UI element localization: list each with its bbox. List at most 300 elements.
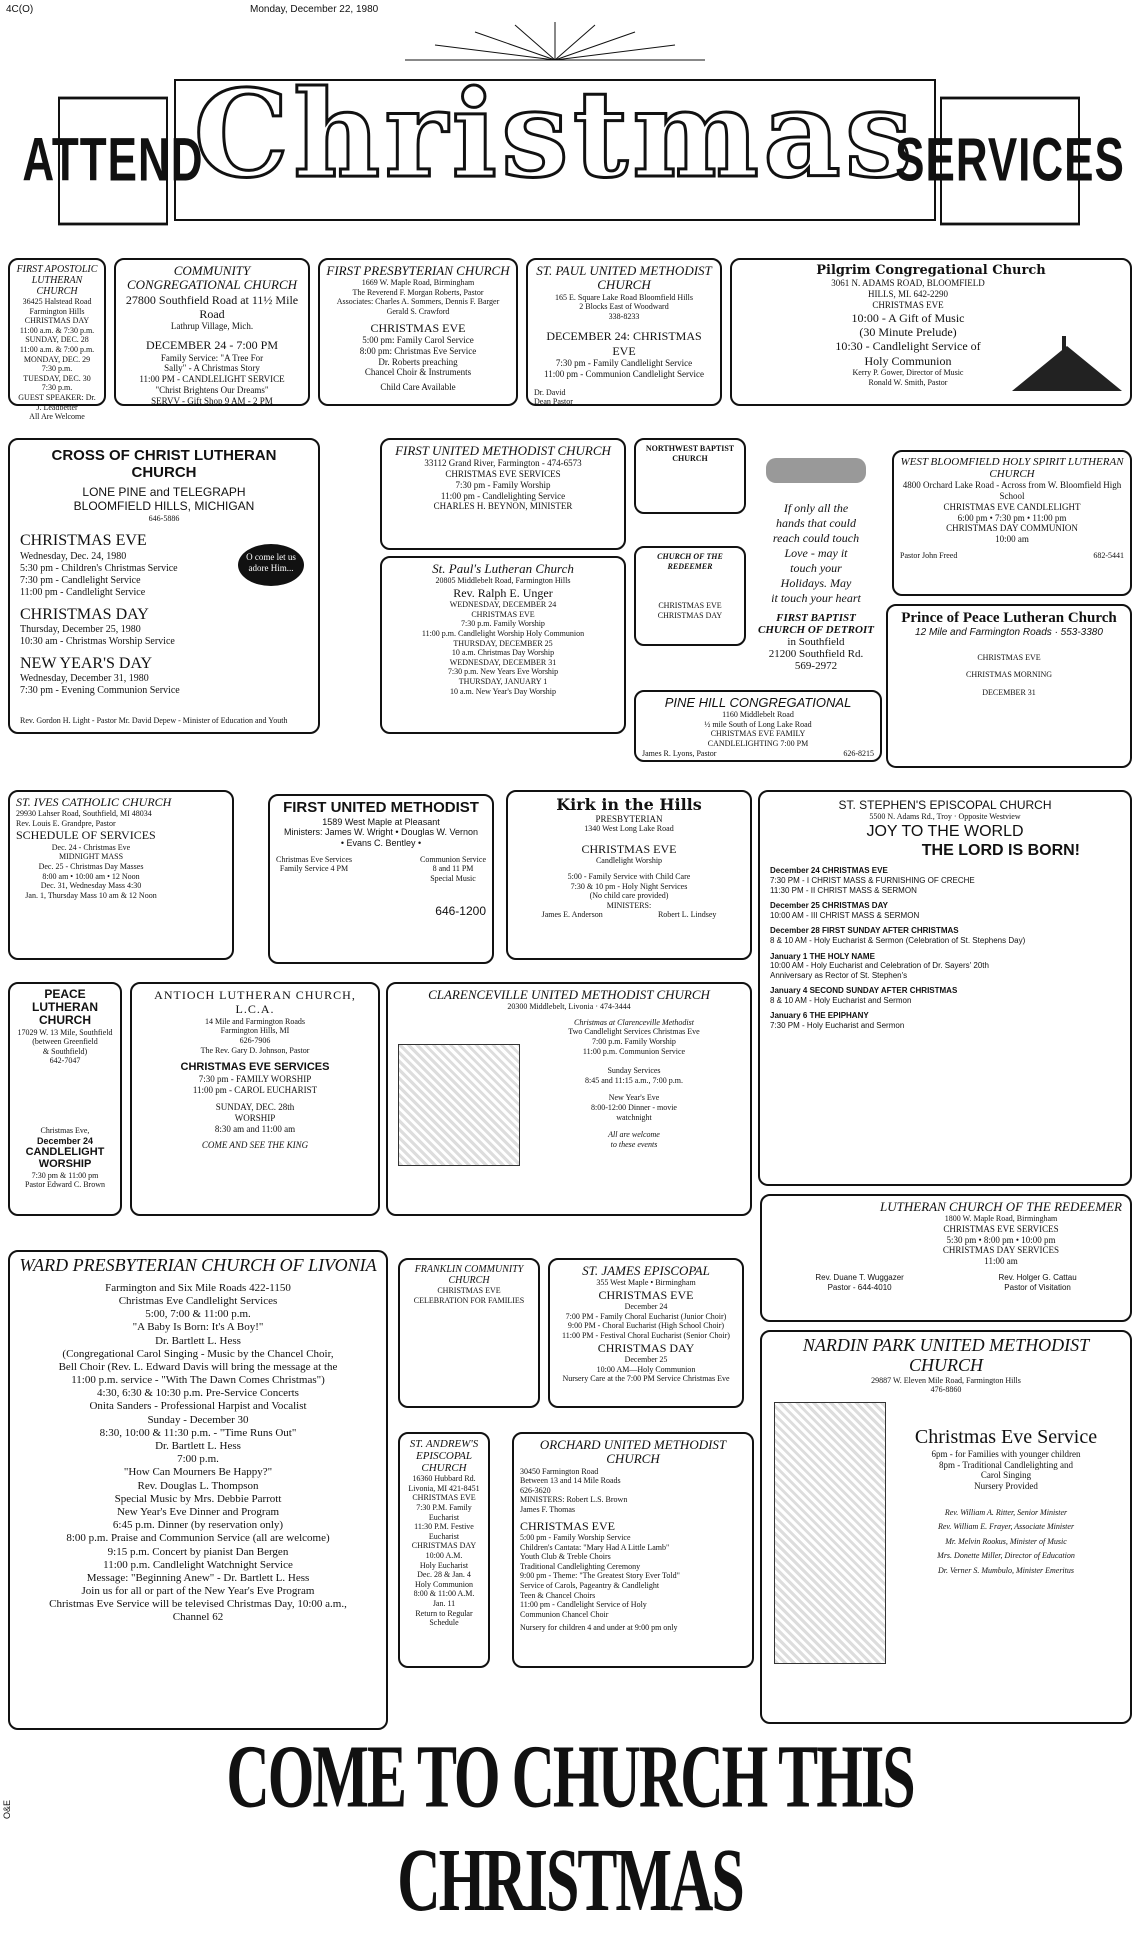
- text-line: CHRISTMAS EVE SERVICES: [943, 1223, 1059, 1234]
- text-line: 11:00 pm - CAROL EUCHARIST: [192, 1085, 318, 1096]
- ad-title: LUTHERAN CHURCH OF THE REDEEMER: [880, 1199, 1122, 1214]
- text-line: Family Service 4 PM: [279, 864, 349, 874]
- ad-orchard-united: [512, 1432, 754, 1668]
- ad-title: ANTIOCH LUTHERAN CHURCH, L.C.A.: [154, 988, 356, 1017]
- text-line: Return to Regular: [415, 1608, 473, 1618]
- ad-lines: [16, 843, 166, 901]
- ad-lines: [122, 353, 302, 407]
- ad-lines: [16, 1282, 380, 1625]
- text-line: 626-7906: [239, 1035, 271, 1045]
- text-line: Special Music: [430, 874, 476, 884]
- ad-address: LONE PINE and TELEGRAPH: [82, 485, 246, 499]
- text-line: in Southfield: [787, 636, 845, 648]
- text-line: CHRISTMAS DAY: [411, 1541, 477, 1551]
- text-line: 626-3620: [520, 1485, 551, 1495]
- text-line: Wednesday, December 31, 1980: [20, 672, 149, 684]
- text-line: Communion Service: [420, 854, 486, 864]
- ad-title: ST. JAMES EPISCOPAL: [582, 1263, 710, 1278]
- text-line: WEDNESDAY, DECEMBER 24: [449, 600, 557, 610]
- text-line: MONDAY, DEC. 29: [23, 354, 91, 364]
- text-line: 7:30 pm - Candlelight Service: [20, 574, 141, 586]
- ad-st-stephens: [758, 790, 1132, 1186]
- banner-christmas-title: Christmas: [193, 64, 917, 205]
- ad-city: Lathrup Village, Mich.: [170, 321, 254, 332]
- text-line: 11:00 p.m. Candlelight Worship Holy Communion: [421, 629, 585, 639]
- text-line: Schedule: [429, 1618, 459, 1628]
- text-line: Sally" - A Christmas Story: [164, 363, 260, 374]
- text-line: Traditional Candlelighting Ceremony: [520, 1561, 641, 1571]
- ad-phone: 476-8860: [930, 1385, 962, 1395]
- text-line: 10:30 am - Christmas Worship Service: [20, 635, 175, 647]
- ad-staff: [798, 368, 1018, 387]
- text-line: 338-8233: [608, 311, 640, 321]
- ad-kirk-in-the-hills: [506, 790, 752, 960]
- ad-st-pauls-lutheran: [380, 556, 626, 734]
- ad-lines: [524, 1027, 744, 1056]
- ad-lines: [16, 1028, 114, 1066]
- ad-pastor: Dr. David Dean Pastor: [534, 387, 573, 407]
- text-line: 8:30, 10:00 & 11:30 p.m. - "Time Runs Out": [99, 1426, 297, 1439]
- ad-address: 20805 Middlebelt Road, Farmington Hills: [435, 576, 571, 586]
- ad-phone: 646-5886: [148, 513, 180, 523]
- text-line: 16360 Hubbard Rd.: [412, 1474, 476, 1484]
- ad-title: ST. PAUL UNITED METHODIST CHURCH: [536, 263, 712, 293]
- text-line: CANDLELIGHTING 7:00 PM: [707, 739, 809, 749]
- ad-title: FIRST BAPTIST CHURCH OF DETROIT: [758, 612, 874, 636]
- ad-st-james: [548, 1258, 744, 1408]
- text-line: 10:00 - A Gift of Music: [851, 310, 965, 325]
- ad-st-ives: [8, 790, 234, 960]
- ad-address: 29887 W. Eleven Mile Road, Farmington Hills: [871, 1375, 1021, 1385]
- church-building-icon: [1012, 336, 1122, 396]
- ad-minister-1: James E. Anderson: [541, 910, 603, 920]
- text-line: CHRISTMAS DAY: [657, 610, 723, 620]
- ad-title: FIRST UNITED METHODIST: [283, 799, 479, 816]
- text-line: 8 and 11 PM: [432, 864, 474, 874]
- ad-title: CHURCH OF THE REDEEMER: [657, 552, 723, 571]
- ad-title: CLARENCEVILLE UNITED METHODIST CHURCH: [428, 987, 710, 1002]
- text-line: TUESDAY, DEC. 30: [23, 373, 91, 383]
- text-line: 10 a.m. New Year's Day Worship: [450, 686, 556, 696]
- text-line: Mr. Melvin Rookus, Minister of Music: [945, 1536, 1067, 1546]
- text-line: New Year's Eve Dinner and Program: [116, 1505, 280, 1518]
- text-line: Associates: Charles A. Sommers, Dennis F. Barger: [336, 297, 500, 307]
- ad-lines: [900, 480, 1124, 545]
- ad-phone: 626-8215: [843, 748, 874, 758]
- text-line: 6:45 p.m. Dinner (by reservation only): [112, 1519, 284, 1532]
- text-line: Jan. 11: [432, 1599, 456, 1608]
- text-line: Farmington Hills, MI: [220, 1026, 290, 1036]
- text-line: Dr. Roberts preaching: [378, 356, 458, 367]
- text-line: Teen & Chancel Choirs: [520, 1590, 596, 1600]
- candles-illustration: [398, 1044, 520, 1166]
- text-line: 7:30 p.m. New Years Eve Worship: [447, 667, 559, 677]
- schedule-date: December 25 CHRISTMAS DAY: [770, 901, 888, 911]
- text-line: 7:00 PM - Family Choral Eucharist (Junior Choir): [565, 1311, 727, 1321]
- text-line: THURSDAY, JANUARY 1: [458, 677, 548, 687]
- text-line: Rev. Douglas L. Thompson: [137, 1479, 259, 1492]
- ad-heading: CANDLELIGHT WORSHIP: [25, 1146, 105, 1171]
- text-line: (between Greenfield: [32, 1037, 98, 1047]
- text-line: 10:00 am: [995, 534, 1029, 545]
- ad-joy: JOY TO THE WORLD: [866, 822, 1024, 840]
- text-line: 2 Blocks East of Woodward: [579, 302, 669, 312]
- section-heading: NEW YEAR'S DAY: [20, 654, 153, 672]
- ad-address: 29930 Lahser Road, Southfield, MI 48034: [16, 809, 152, 819]
- text-line: Join us for all or part of the New Year's Eve Program: [81, 1585, 315, 1598]
- ad-first-united-farmington: [380, 438, 626, 550]
- text-line: SUNDAY, DEC. 28th: [215, 1101, 295, 1112]
- text-line: 165 E. Square Lake Road Bloomfield Hills: [555, 292, 693, 302]
- text-line: 569-2972: [794, 660, 838, 672]
- text-line: GUEST SPEAKER: Dr. J. Leadbetter: [18, 392, 96, 412]
- text-line: 7:30 pm - Family Worship: [455, 479, 551, 490]
- ad-service: [888, 1449, 1124, 1492]
- text-line: Dec. 25 - Christmas Day Masses: [38, 861, 144, 871]
- text-line: (30 Minute Prelude): [859, 325, 957, 340]
- schedule-date: January 4 SECOND SUNDAY AFTER CHRISTMAS: [770, 986, 958, 996]
- ad-subheading: Candlelight Worship: [595, 856, 663, 866]
- ad-eve: Christmas Eve,: [40, 1125, 90, 1135]
- ad-date: December 24: [36, 1135, 94, 1146]
- ad-st-paul-united: [526, 258, 722, 406]
- banner-services: SERVICES: [940, 97, 1080, 226]
- text-line: CHRISTMAS EVE FAMILY: [710, 729, 806, 739]
- text-line: New Year's Eve: [608, 1093, 660, 1103]
- text-line: 8:00 pm: Christmas Eve Service: [359, 345, 477, 356]
- ad-pastor-1: Rev. Duane T. Wuggazer: [815, 1273, 904, 1283]
- ad-clarenceville: [386, 982, 752, 1216]
- text-line: & Southfield): [42, 1046, 88, 1056]
- text-line: ½ mile South of Long Lake Road: [704, 719, 812, 729]
- text-line: 10 a.m. Christmas Day Worship: [451, 648, 555, 658]
- text-line: 9:15 p.m. Concert by pianist Dan Bergen: [107, 1545, 289, 1558]
- text-line: CHRISTMAS DAY SERVICES: [942, 1245, 1060, 1256]
- ad-lines: [642, 710, 874, 748]
- text-line: 14 Mile and Farmington Roads: [205, 1016, 305, 1026]
- text-line: 5:00 pm: Family Carol Service: [362, 335, 474, 346]
- ad-pastor: Pastor Edward C. Brown: [25, 1180, 105, 1190]
- ad-address: 1800 W. Maple Road, Birmingham: [944, 1214, 1058, 1224]
- text-line: Special Music by Mrs. Debbie Parrott: [114, 1492, 282, 1505]
- ad-lines: [894, 649, 1124, 702]
- text-line: 3061 N. ADAMS ROAD, BLOOMFIELD: [831, 278, 985, 289]
- handshake-icon: [756, 438, 876, 498]
- text-line: 8:00 am • 10:00 am • 12 Noon: [42, 871, 140, 881]
- text-line: Holy Communion: [414, 1579, 473, 1589]
- ad-community-congregational: [114, 258, 310, 406]
- page-number: 4C(O): [6, 4, 34, 15]
- text-line: Christmas Eve Candlelight Services: [118, 1294, 278, 1307]
- text-line: 10:00 AM—Holy Communion: [596, 1364, 696, 1374]
- text-line: 7:30 pm - Family Candlelight Service: [555, 358, 693, 369]
- ad-lines: [798, 278, 1018, 310]
- text-line: HILLS, MI. 642-2290: [868, 289, 948, 300]
- text-line: 8:45 and 11:15 a.m., 7:00 p.m.: [585, 1075, 683, 1085]
- text-line: Livonia, MI 421-8451: [408, 1483, 480, 1493]
- text-line: THURSDAY, DECEMBER 25: [453, 638, 553, 648]
- text-line: 5:00 pm - Family Worship Service: [520, 1532, 631, 1542]
- text-line: "How Can Mourners Be Happy?": [123, 1466, 273, 1479]
- ad-lines: [138, 1017, 372, 1046]
- text-line: Between 13 and 14 Mile Roads: [520, 1476, 621, 1486]
- ad-service: [326, 335, 510, 378]
- text-line: CHRISTMAS DAY COMMUNION: [946, 523, 1078, 534]
- ad-lines: [878, 1224, 1124, 1267]
- ad-times: 7:30 pm & 11:00 pm: [31, 1170, 99, 1180]
- text-line: Dec. 31, Wednesday Mass 4:30: [40, 881, 142, 891]
- text-line: 7:30 P.M. Family Eucharist: [416, 1503, 472, 1522]
- text-line: Farmington Hills: [29, 306, 85, 316]
- ad-address: 20300 Middlebelt, Livonia · 474-3444: [507, 1002, 631, 1012]
- ad-ministers-label: MINISTERS:: [606, 900, 652, 910]
- text-line: 7:30 & 10 pm - Holy Night Services: [570, 881, 688, 891]
- ad-theme: Christmas at Clarenceville Methodist: [574, 1017, 694, 1027]
- text-line: 7:30 p.m.: [41, 383, 73, 393]
- ad-col-1: [276, 855, 352, 884]
- ad-heading: CHRISTMAS EVE: [370, 320, 466, 335]
- text-line: 33112 Grand River, Farmington - 474-6573: [424, 458, 582, 469]
- ad-pastor: The Rev. Gary D. Johnson, Pastor: [200, 1045, 310, 1055]
- text-line: Sunday Services: [607, 1066, 661, 1076]
- ad-lines-2: [556, 1365, 736, 1384]
- ad-note: Nursery for children 4 and under at 9:00 pm only: [520, 1623, 678, 1633]
- text-line: watchnight: [616, 1112, 652, 1122]
- text-line: CELEBRATION FOR FAMILIES: [413, 1295, 525, 1305]
- ad-title: WARD PRESBYTERIAN CHURCH OF LIVONIA: [19, 1255, 377, 1275]
- ad-prince-of-peace: [886, 604, 1132, 768]
- text-line: 5:30 pm • 8:00 pm • 10:00 pm: [946, 1234, 1056, 1245]
- ad-address: 12 Mile and Farmington Roads · 553-3380: [915, 626, 1103, 638]
- text-line: Carol Singing: [980, 1470, 1032, 1481]
- ad-address: 1340 West Long Lake Road: [584, 824, 674, 834]
- text-line: 7:00 p.m. Family Worship: [592, 1037, 676, 1047]
- footer-slogan: COME TO CHURCH THIS CHRISTMAS: [226, 1727, 914, 1930]
- text-line: Family Service: "A Tree For: [160, 352, 264, 363]
- candle-wreath-illustration: [774, 1402, 886, 1664]
- ad-ministers: Ministers: James W. Wright • Douglas W. Vernon: [283, 827, 479, 838]
- text-line: CHRISTMAS MORNING: [965, 670, 1052, 680]
- text-line: Nursery Care at the 7:00 PM Service Christmas Eve: [562, 1374, 730, 1384]
- ad-first-united-birmingham: [268, 794, 494, 964]
- ad-schedule: [770, 866, 1030, 1030]
- text-line: 11:00 p.m. Communion Service: [582, 1046, 686, 1056]
- text-line: 7:30 PM - Holy Eucharist and Sermon: [770, 1021, 905, 1031]
- ad-service: [138, 1074, 372, 1096]
- text-line: 8:00 & 11:00 A.M.: [413, 1589, 475, 1599]
- schedule-date: January 6 THE EPIPHANY: [770, 1011, 869, 1021]
- text-line: SERVV - Gift Shop 9 AM - 2 PM: [151, 395, 273, 406]
- ad-address: 5500 N. Adams Rd., Troy · Opposite Westview: [869, 812, 1021, 822]
- ad-sunday: [138, 1102, 372, 1134]
- ad-pilgrim: [730, 258, 1132, 406]
- ad-ward-presbyterian: [8, 1250, 388, 1730]
- ad-heading-2: CHRISTMAS DAY: [597, 1340, 695, 1355]
- ad-heading: DECEMBER 24: CHRISTMAS EVE: [546, 329, 702, 358]
- text-line: 5:00 - Family Service with Child Care: [567, 871, 691, 881]
- ad-first-presbyterian: [318, 258, 518, 406]
- text-line: 8:00-12:00 Dinner - movie: [591, 1103, 677, 1113]
- ad-title: FIRST UNITED METHODIST CHURCH: [395, 443, 611, 458]
- ad-lines: [406, 1474, 482, 1628]
- ad-title: FRANKLIN COMMUNITY CHURCH: [414, 1264, 524, 1286]
- ad-heading: CHRISTMAS EVE SERVICES: [180, 1061, 330, 1074]
- ad-first-baptist: [756, 438, 876, 688]
- ad-title: PINE HILL CONGREGATIONAL: [664, 695, 852, 710]
- text-line: Wednesday, Dec. 24, 1980: [20, 550, 127, 562]
- text-line: touch your: [790, 561, 842, 575]
- text-line: 5:30 pm - Children's Christmas Service: [20, 562, 178, 574]
- ad-address: 355 West Maple • Birmingham: [596, 1278, 696, 1288]
- text-line: Mrs. Donette Miller, Director of Education: [937, 1551, 1075, 1561]
- text-line: Dr. Bartlett L. Hess: [155, 1334, 241, 1347]
- text-line: 7:30 p.m. Family Worship: [461, 619, 545, 629]
- text-line: Gerald S. Crawford: [386, 307, 450, 317]
- schedule-date: January 1 THE HOLY NAME: [770, 951, 875, 961]
- text-line: CHARLES H. BEYNON, MINISTER: [433, 501, 573, 512]
- text-line: 10:00 AM - III CHRIST MASS & SERMON: [770, 910, 920, 920]
- ad-closing: COME AND SEE THE KING: [201, 1140, 309, 1151]
- text-line: Ronald W. Smith, Pastor: [868, 377, 948, 387]
- text-line: Nursery Provided: [974, 1481, 1038, 1492]
- ad-city: BLOOMFIELD HILLS, MICHIGAN: [73, 499, 255, 514]
- text-line: 8pm - Traditional Candlelighting and: [939, 1459, 1073, 1470]
- page-date: Monday, December 22, 1980: [250, 4, 379, 15]
- text-line: 11:00 am: [984, 1256, 1018, 1267]
- ad-col-2: [420, 855, 486, 884]
- text-line: Dec. 28 & Jan. 4: [417, 1570, 471, 1580]
- text-line: 30450 Farmington Road: [520, 1466, 599, 1476]
- ad-title: ST. ANDREW'S EPISCOPAL CHURCH: [409, 1438, 479, 1475]
- ad-subtitle: PRESBYTERIAN: [595, 813, 663, 824]
- text-line: 11:00 p.m. Candlelight Watchnight Service: [103, 1558, 293, 1571]
- ad-service: [534, 358, 714, 380]
- ad-address: 27800 Southfield Road at 11½ Mile Road: [125, 292, 299, 321]
- text-line: 7:30 p.m.: [41, 364, 73, 374]
- ad-nardin-park: [760, 1330, 1132, 1724]
- text-line: 4:30, 6:30 & 10:30 p.m. Pre-Service Concerts: [97, 1387, 299, 1400]
- ad-lines: [534, 293, 714, 322]
- ad-lines: [16, 297, 98, 422]
- text-line: Youth Club & Treble Choirs: [520, 1552, 611, 1562]
- text-line: CHRISTMAS EVE: [412, 1493, 476, 1503]
- text-line: Farmington and Six Mile Roads 422-1150: [105, 1281, 291, 1294]
- text-line: Children's Cantata: "Mary Had A Little Lamb": [520, 1542, 670, 1552]
- ad-lines: [388, 458, 618, 512]
- text-line: CHRISTMAS DAY: [24, 316, 90, 326]
- ad-date-2: December 25: [624, 1355, 668, 1365]
- ad-title: FIRST PRESBYTERIAN CHURCH: [326, 263, 510, 278]
- text-line: Kerry P. Gower, Director of Music: [852, 368, 964, 378]
- text-line: Christmas Eve Service will be televised Christmas Day, 10:00 a.m.,: [49, 1598, 347, 1611]
- ad-west-bloomfield: [892, 450, 1132, 596]
- text-line: 5:00, 7:00 & 11:00 p.m.: [145, 1308, 251, 1321]
- text-line: Rev. William A. Ritter, Senior Minister: [944, 1507, 1068, 1517]
- ad-lines: [514, 872, 744, 901]
- text-line: 11:00 a.m. & 7:30 p.m.: [19, 325, 95, 335]
- text-line: 6pm - for Families with younger children: [931, 1448, 1081, 1459]
- text-line: MIDNIGHT MASS: [58, 852, 124, 862]
- text-line: DECEMBER 31: [982, 687, 1036, 697]
- text-line: CHRISTMAS EVE: [658, 601, 722, 611]
- ad-cross-of-christ: [8, 438, 320, 734]
- ad-date: December 24: [624, 1302, 668, 1312]
- text-line: 8 & 10 AM - Holy Eucharist & Sermon (Celebration of St. Stephens Day): [770, 935, 1026, 945]
- ad-phone: 646-1200: [435, 903, 486, 918]
- ad-minister-2: Robert L. Lindsey: [657, 910, 717, 920]
- ad-poem: [756, 501, 876, 606]
- text-line: reach could touch: [772, 531, 860, 545]
- ad-title: WEST BLOOMFIELD HOLY SPIRIT LUTHERAN CHURCH: [900, 456, 1124, 481]
- text-line: Message: "Beginning Anew" - Dr. Bartlett L. Hess: [86, 1571, 310, 1584]
- text-line: 4800 Orchard Lake Road - Across from W. Bloomfield High School: [902, 480, 1122, 501]
- text-line: Anniversary as Rector of St. Stephen's: [770, 970, 908, 980]
- ad-heading: Christmas Eve Service: [914, 1425, 1098, 1448]
- ad-address: 1589 West Maple at Pleasant: [322, 816, 440, 827]
- section-heading: CHRISTMAS EVE: [20, 532, 147, 550]
- text-line: 8:00 p.m. Praise and Communion Service (all are welcome): [66, 1532, 330, 1545]
- ad-date: DECEMBER 24 - 7:00 PM: [145, 338, 278, 353]
- ad-title: PEACE LUTHERAN CHURCH: [32, 987, 98, 1028]
- text-line: 36425 Halstead Road: [22, 297, 92, 306]
- text-line: Service of Carols, Pageantry & Candlelight: [520, 1580, 660, 1590]
- side-label: O&E: [2, 1800, 12, 1820]
- section-heading: CHRISTMAS DAY: [20, 605, 149, 623]
- text-line: Dr. Bartlett L. Hess: [155, 1440, 241, 1453]
- text-line: Rev. William E. Frayer, Associate Minister: [937, 1522, 1075, 1532]
- ad-pastor: Pastor John Freed: [900, 550, 958, 560]
- ad-pastor: Rev. Louis E. Grandpre, Pastor: [16, 818, 116, 828]
- text-line: CHRISTMAS EVE: [977, 652, 1041, 662]
- ad-ministers-2: • Evans C. Bentley •: [340, 838, 422, 849]
- text-line: The Reverend F. Morgan Roberts, Pastor: [352, 287, 484, 297]
- ad-pastor: Rev. Ralph E. Unger: [453, 585, 553, 600]
- ad-title: St. Paul's Lutheran Church: [432, 561, 574, 576]
- text-line: WEDNESDAY, DECEMBER 31: [449, 657, 557, 667]
- text-line: 17029 W. 13 Mile, Southfield: [17, 1027, 113, 1037]
- ad-lines: [520, 1467, 746, 1515]
- ad-born: THE LORD IS BORN!: [921, 842, 1080, 860]
- text-line: 9:00 PM - Choral Eucharist (High School Choir): [567, 1321, 725, 1331]
- text-line: to these events: [610, 1139, 658, 1149]
- text-line: SUNDAY, DEC. 28: [25, 335, 89, 345]
- text-line: If only all the: [783, 501, 849, 515]
- ad-title: Prince of Peace Lutheran Church: [901, 610, 1117, 626]
- text-line: Bell Choir (Rev. L. Edward Davis will bring the message at the: [58, 1360, 338, 1373]
- text-line: "Christ Brightens Our Dreams": [155, 384, 269, 395]
- text-line: CHRISTMAS EVE: [872, 299, 944, 310]
- ad-title: ST. STEPHEN'S EPISCOPAL CHURCH: [838, 798, 1052, 812]
- ad-lines: [756, 636, 876, 672]
- ad-staff: Rev. Gordon H. Light - Pastor Mr. David Depew - Minister of Education and Youth: [20, 716, 288, 726]
- page-header: [0, 4, 1140, 18]
- text-line: Communion Chancel Choir: [520, 1609, 609, 1619]
- text-line: 11:00 pm - Candlelighting Service: [440, 490, 566, 501]
- text-line: 11:00 p.m. service - "With The Dawn Comes Christmas"): [71, 1374, 325, 1387]
- ad-church-of-redeemer-small: [634, 546, 746, 646]
- schedule-date: December 28 FIRST SUNDAY AFTER CHRISTMAS: [770, 926, 959, 936]
- ad-title: Kirk in the Hills: [556, 795, 702, 814]
- text-line: "A Baby Is Born: It's A Boy!": [132, 1321, 264, 1334]
- text-line: Jan. 1, Thursday Mass 10 am & 12 Noon: [25, 890, 157, 900]
- ad-pastor-2: Rev. Holger G. Cattau: [998, 1273, 1077, 1283]
- speech-bubble: O come let us adore Him...: [238, 544, 304, 586]
- text-line: Onita Sanders - Professional Harpist and Vocalist: [89, 1400, 307, 1413]
- text-line: (Congregational Carol Singing - Music by the Chancel Choir,: [62, 1347, 334, 1360]
- text-line: Holidays. May: [780, 576, 852, 590]
- ad-heading: CHRISTMAS EVE: [598, 1287, 694, 1302]
- text-line: MINISTERS: Robert L.S. Brown: [520, 1495, 628, 1505]
